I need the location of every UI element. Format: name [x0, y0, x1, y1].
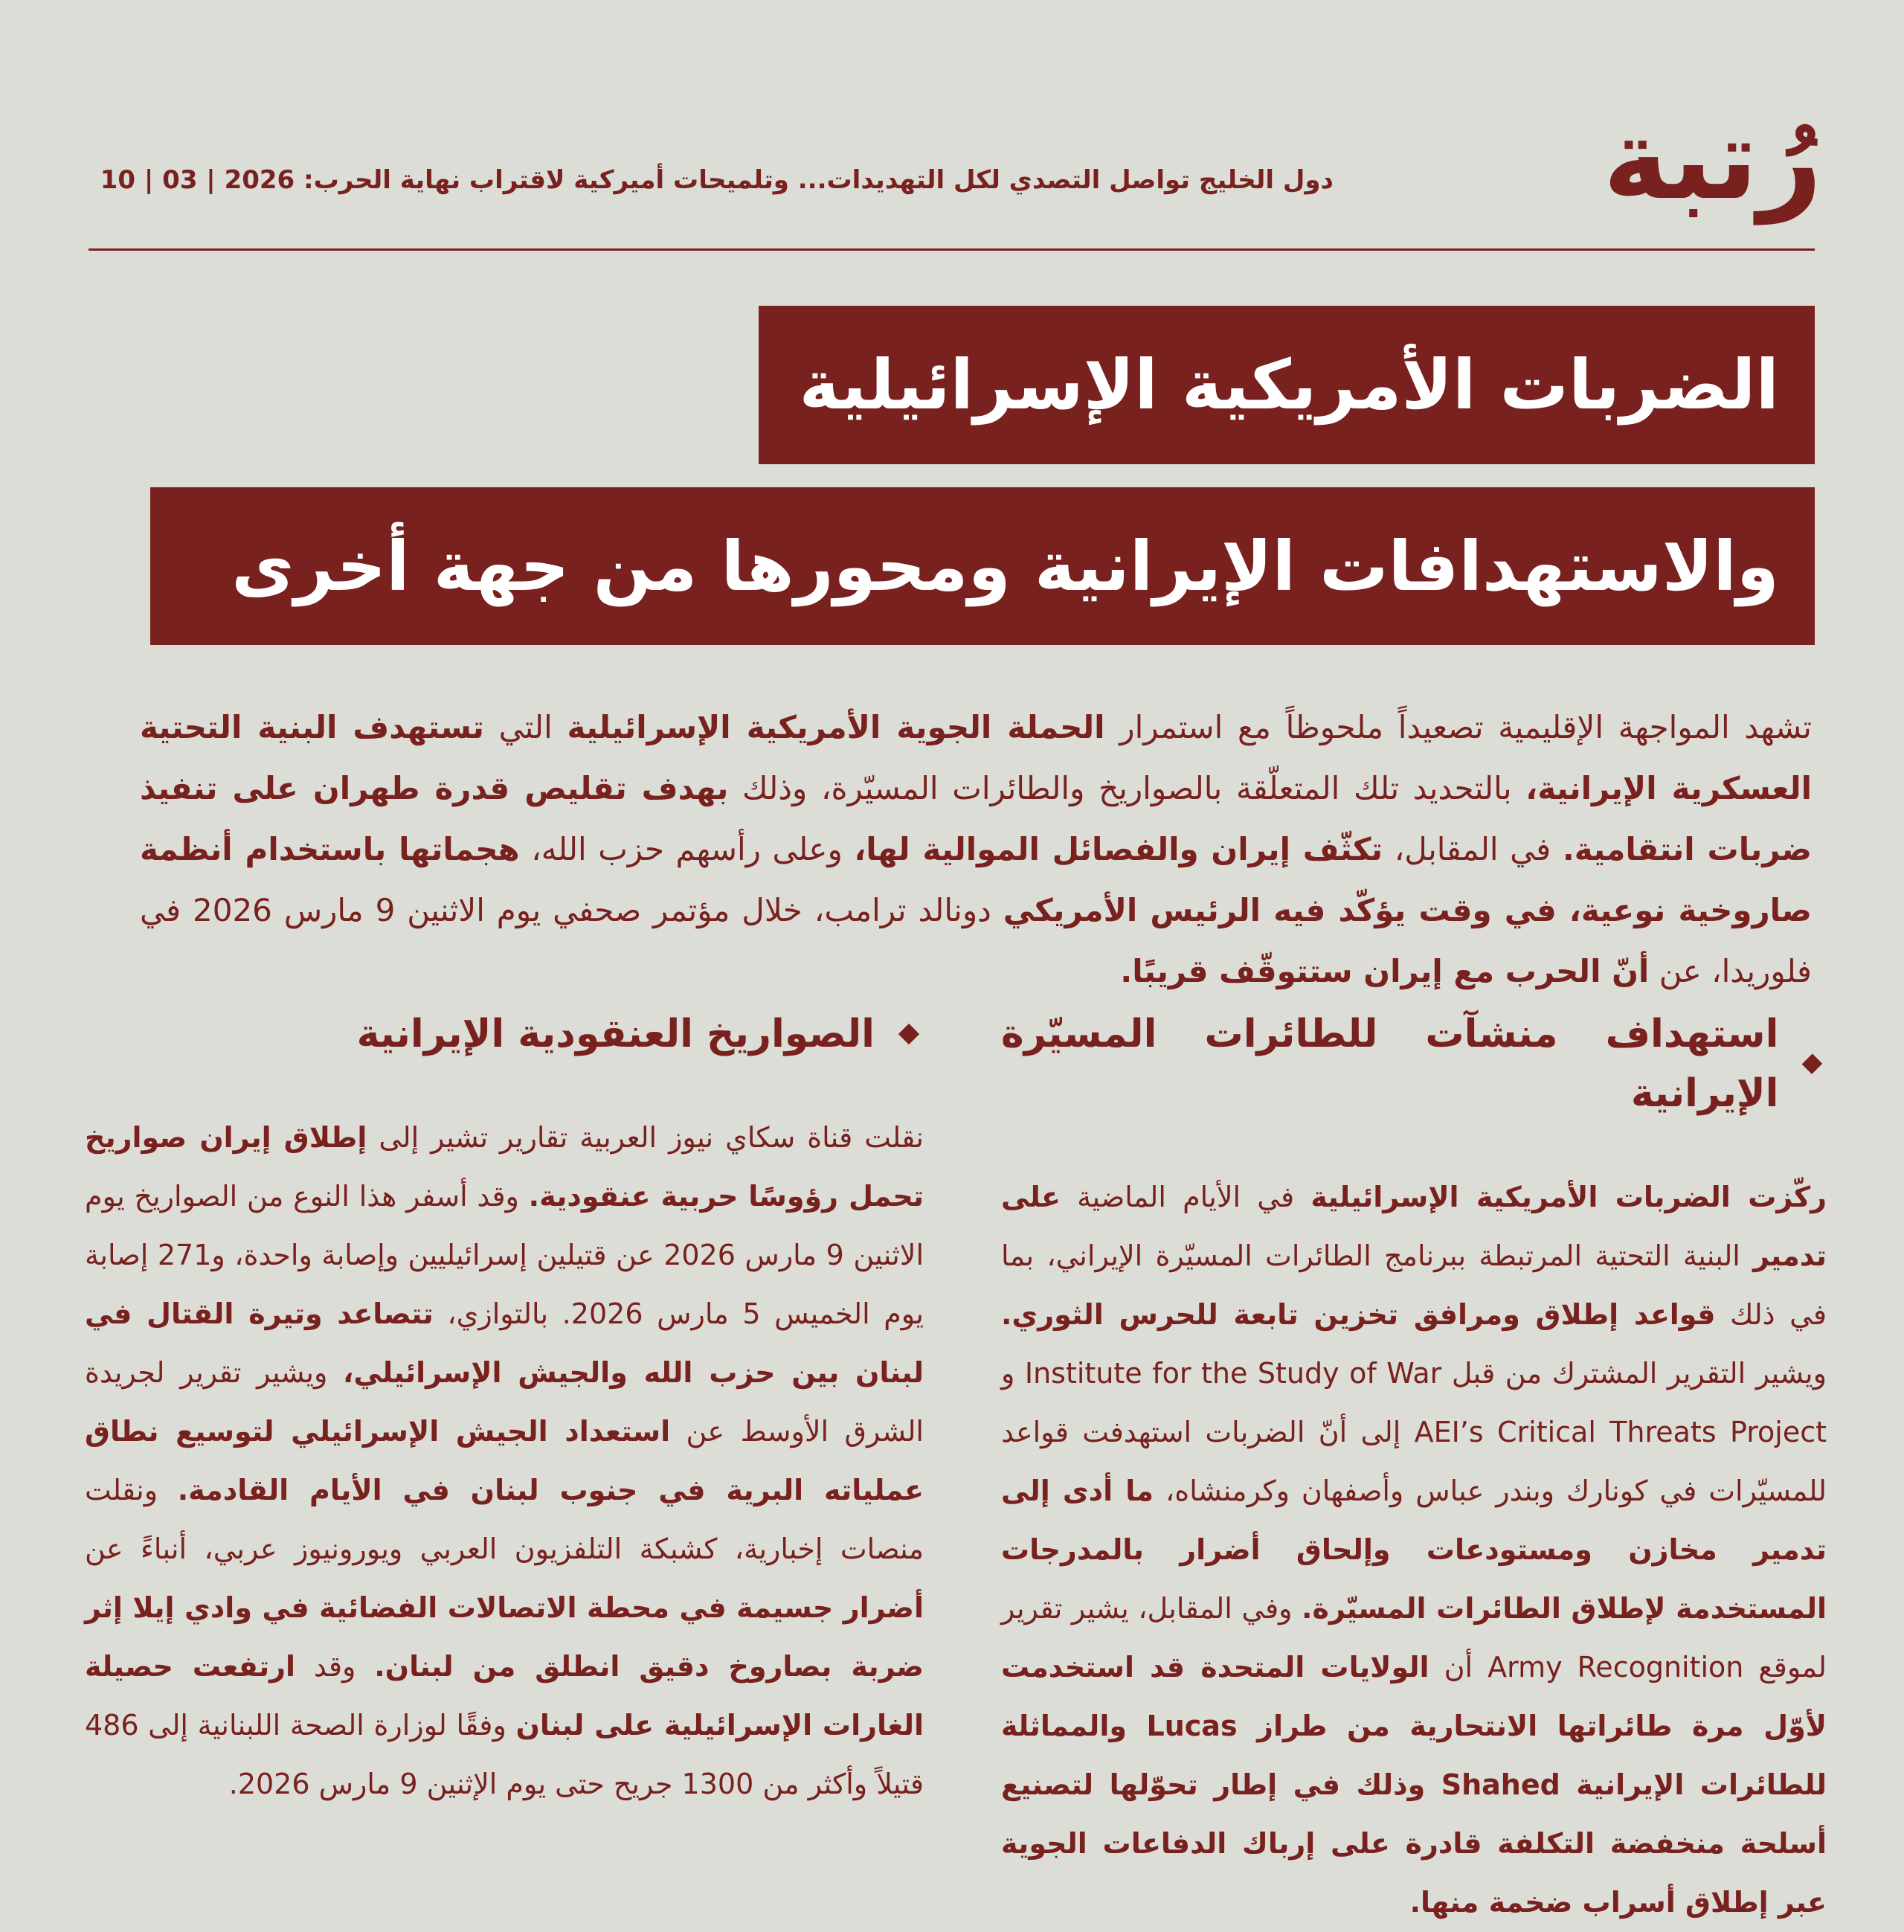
bold-text-segment: تكثّف إيران والفصائل الموالية لها، [854, 831, 1383, 867]
title-line-1: الضربات الأمريكية الإسرائيلية [759, 306, 1815, 464]
text-segment: التي [483, 709, 567, 745]
bold-text-segment: تستهدف البنية التحتية العسكرية الإيرانية، [140, 709, 1812, 806]
bold-text-segment: استعداد الجيش الإسرائيلي لتوسيع نطاق عملياته البرية في جنوب لبنان في الأيام القادمة. [85, 1415, 924, 1506]
text-segment: في الأيام الماضية [1060, 1181, 1311, 1213]
text-segment: وفقًا لوزارة الصحة اللبنانية إلى 486 قتيلاً وأكثر من 1300 جريح حتى يوم الإثنين 9 مارس 2026. [85, 1709, 924, 1800]
bold-text-segment: قواعد إطلاق ومرافق تخزين تابعة للحرس الثوري. [1001, 1298, 1716, 1331]
text-segment: وقد [295, 1650, 375, 1683]
section-heading [85, 1004, 924, 1064]
section-body [85, 1108, 924, 1814]
text-segment: دونالد ترامب، خلال مؤتمر صحفي يوم الاثنين 9 مارس 2026 في فلوريدا، عن [140, 892, 1812, 989]
header-divider [89, 248, 1815, 251]
bold-text-segment: الحملة الجوية الأمريكية الإسرائيلية [567, 709, 1105, 745]
text-segment: ويشير تقرير لجريدة الشرق الأوسط عن [85, 1356, 924, 1448]
section-heading-text: استهداف منشآت للطائرات المسيّرة الإيرانية [1001, 1012, 1779, 1116]
text-segment: البنية التحتية المرتبطة ببرنامج الطائرات المسيّرة الإيراني، بما في ذلك [1001, 1239, 1827, 1331]
title-line-2: والاستهدافات الإيرانية ومحورها من جهة أخرى [150, 487, 1815, 645]
section-body [1001, 1168, 1827, 1932]
bold-text-segment: هجماتها باستخدام أنظمة صاروخية نوعية، في وقت يؤكّد فيه الرئيس الأمريكي [140, 831, 1813, 928]
diamond-bullet-icon [1802, 1053, 1822, 1073]
intro-paragraph [140, 697, 1812, 1002]
bold-text-segment: إطلاق إيران صواريخ تحمل رؤوسًا حربية عنقودية. [85, 1121, 924, 1213]
diamond-bullet-icon [898, 1024, 919, 1044]
section-heading [1001, 1004, 1827, 1123]
brand-logo: رُتبة [1603, 95, 1822, 225]
text-segment: نقلت قناة سكاي نيوز العربية تقارير تشير إلى [367, 1121, 924, 1154]
header-date: 10 | 03 | 2026 [100, 165, 295, 195]
text-segment: وعلى رأسهم حزب الله، [519, 831, 855, 867]
text-segment: وقد أسفر هذا النوع من الصواريخ يوم الاثنين 9 مارس 2026 عن قتيلين إسرائيليين وإصابة واحدة، و271 إصابة يوم الخميس 5 مارس 2026. بالتوازي، [85, 1180, 924, 1330]
bold-text-segment: ما أدى إلى تدمير مخازن ومستودعات وإلحاق أضرار بالمدرجات المستخدمة لإطلاق الطائرات المسيّرة. [1001, 1474, 1827, 1625]
text-segment: وفي المقابل، يشير تقرير لموقع Army Recognition أن [1001, 1592, 1827, 1684]
text-segment: ونقلت منصات إخبارية، كشبكة التلفزيون العربي ويورونيوز عربي، أنباءً عن [85, 1474, 924, 1565]
bold-text-segment: أضرار جسيمة في محطة الاتصالات الفضائية في وادي إيلا إثر ضربة بصاروخ دقيق انطلق من لبنان. [85, 1591, 924, 1683]
section-drones [1001, 1004, 1827, 1932]
header-title: دول الخليج تواصل التصدي لكل التهديدات... وتلميحات أميركية لاقتراب نهاية الحرب: [303, 165, 1334, 195]
bold-text-segment: ارتفعت حصيلة الغارات الإسرائيلية على لبنان [85, 1650, 924, 1742]
section-missiles [85, 1004, 924, 1814]
bold-text-segment: على تدمير [1001, 1181, 1827, 1272]
section-heading-text: الصواريخ العنقودية الإيرانية [356, 1012, 875, 1056]
text-segment: في المقابل، [1383, 831, 1563, 867]
text-segment: بالتحديد تلك المتعلّقة بالصواريخ والطائرات المسيّرة، وذلك [728, 770, 1526, 806]
header-headline [100, 165, 1334, 195]
text-segment: تشهد المواجهة الإقليمية تصعيداً ملحوظاً مع استمرار [1104, 709, 1812, 745]
bold-text-segment: تتصاعد وتيرة القتال في لبنان بين حزب الله والجيش الإسرائيلي، [85, 1297, 924, 1389]
text-segment: ويشير التقرير المشترك من قبل Institute for the Study of War و AEI’s Critical Threats Project إلى أنّ الضربات استهدفت قواعد للمسيّرات في كونارك وبندر عباس وأصفهان وكرمنشاه، [1001, 1357, 1827, 1507]
bold-text-segment: بهدف تقليص قدرة طهران على تنفيذ ضربات انتقامية. [140, 770, 1812, 867]
bold-text-segment: الولايات المتحدة قد استخدمت لأوّل مرة طائراتها الانتحارية من طراز Lucas والمماثلة للطائرات الإيرانية Shahed وذلك في إطار تحوّلها لتصنيع أسلحة منخفضة التكلفة قادرة على إرباك الدفاعات الجوية عبر إطلاق أسراب ضخمة منها. [1001, 1651, 1827, 1919]
bold-text-segment: ركّزت الضربات الأمريكية الإسرائيلية [1310, 1181, 1827, 1213]
bold-text-segment: أنّ الحرب مع إيران ستتوقّف قريبًا. [1120, 953, 1650, 989]
